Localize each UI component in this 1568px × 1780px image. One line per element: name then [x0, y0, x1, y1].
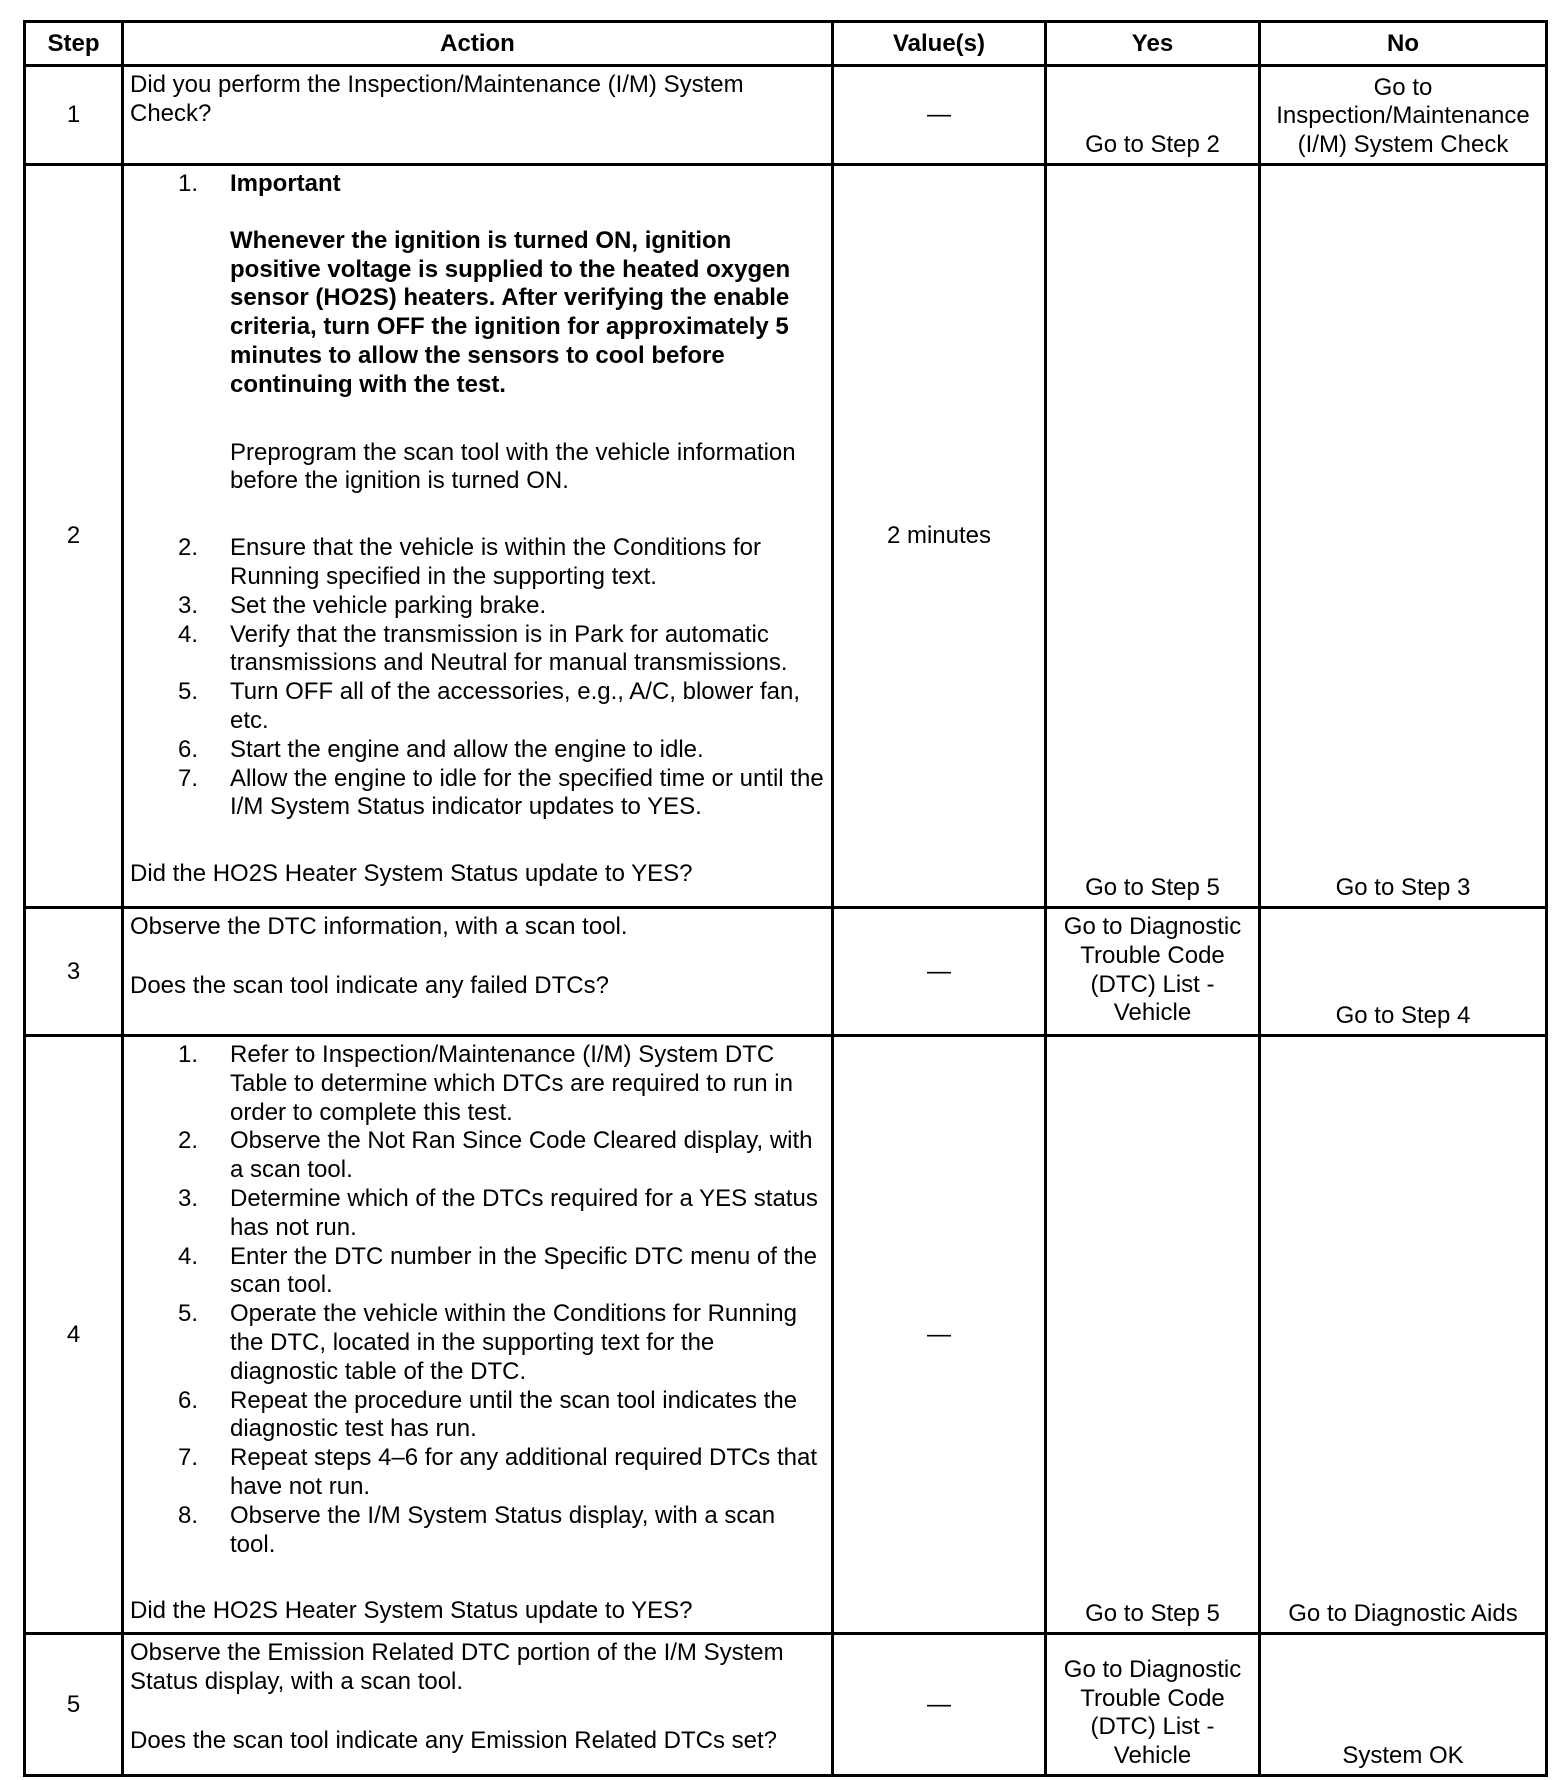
- item-number: 4.: [178, 620, 199, 648]
- item-number: 7.: [178, 1444, 199, 1472]
- header-action: Action: [123, 22, 833, 66]
- item-text: Set the vehicle parking brake.: [230, 591, 547, 619]
- item-number: 1.: [178, 170, 199, 197]
- header-row: [25, 22, 1547, 66]
- table-row-step-4: [25, 1036, 1547, 1634]
- action-cell: [123, 1036, 833, 1634]
- question-text: Does the scan tool indicate any failed DTCs?: [130, 971, 609, 999]
- table-row-step-3: [25, 908, 1547, 1036]
- list-item: [130, 1127, 825, 1185]
- important-title: Important: [230, 170, 341, 197]
- header-yes: Yes: [1046, 22, 1260, 66]
- step-number: 4: [25, 1036, 123, 1634]
- no-link[interactable]: System OK: [1260, 1634, 1547, 1776]
- item-text: Repeat the procedure until the scan tool indicates the diagnostic test has run.: [230, 1386, 798, 1443]
- item-number: 7.: [178, 764, 199, 792]
- value-cell: —: [833, 66, 1046, 165]
- list-item: [130, 621, 825, 679]
- item-text: Start the engine and allow the engine to idle.: [230, 735, 704, 763]
- diagnostic-table: [23, 20, 1548, 1777]
- item-text: Observe the Not Ran Since Code Cleared display, with a scan tool.: [230, 1127, 813, 1184]
- item-text: Determine which of the DTCs required for a YES status has not run.: [230, 1184, 818, 1241]
- yes-link[interactable]: Go to Diagnostic Trouble Code (DTC) List - Vehicle: [1046, 1634, 1260, 1776]
- item-text: Repeat steps 4–6 for any additional required DTCs that have not run.: [230, 1444, 818, 1500]
- step-number: 2: [25, 165, 123, 908]
- no-link[interactable]: Go to Step 3: [1260, 165, 1547, 908]
- item-number: 4.: [178, 1242, 199, 1270]
- item-number: 6.: [178, 1386, 199, 1414]
- item-number: 2.: [178, 534, 199, 562]
- item-number: 8.: [178, 1501, 199, 1529]
- table-row-step-2: [25, 165, 1547, 908]
- item-number: 6.: [178, 735, 199, 763]
- list-item: [130, 1502, 825, 1560]
- value-cell: —: [833, 908, 1046, 1036]
- yes-link[interactable]: Go to Step 5: [1046, 165, 1260, 908]
- value-cell: —: [833, 1634, 1046, 1776]
- yes-link[interactable]: Go to Diagnostic Trouble Code (DTC) List - Vehicle: [1046, 908, 1260, 1036]
- value-cell: —: [833, 1036, 1046, 1634]
- list-item: [130, 736, 825, 765]
- header-step: Step: [25, 22, 123, 66]
- question-text: Does the scan tool indicate any Emission Related DTCs set?: [130, 1726, 777, 1754]
- action-text: Observe the DTC information, with a scan tool.: [130, 913, 628, 940]
- item-text: Observe the I/M System Status display, with a scan tool.: [230, 1501, 776, 1558]
- action-text: Did you perform the Inspection/Maintenance (I/M) System Check?: [123, 66, 833, 165]
- list-item: [130, 765, 825, 823]
- yes-link[interactable]: Go to Step 2: [1046, 66, 1260, 165]
- step-number: 5: [25, 1634, 123, 1776]
- list-item: [130, 1041, 825, 1127]
- item-number: 5.: [178, 678, 199, 706]
- list-item: [130, 1387, 825, 1445]
- list-item: [130, 170, 825, 496]
- table-row-step-1: [25, 66, 1547, 165]
- list-item: [130, 1300, 825, 1386]
- list-item: [130, 678, 825, 736]
- action-cell: [123, 165, 833, 908]
- step-number: 3: [25, 908, 123, 1036]
- list-item: [130, 1444, 825, 1502]
- header-no: No: [1260, 22, 1547, 66]
- action-cell: [123, 908, 833, 1036]
- item-number: 3.: [178, 1184, 199, 1212]
- item-number: 3.: [178, 591, 199, 619]
- item-number: 2.: [178, 1127, 199, 1155]
- step-list: [130, 170, 825, 822]
- step-list: [130, 1041, 825, 1559]
- important-note: Whenever the ignition is turned ON, ignition positive voltage is supplied to the heated oxygen sensor (HO2S) heaters. After verifying the enable criteria, turn OFF the ignition for approximately 5 minutes to allow the sensors to cool before continuing with the test.: [230, 226, 791, 398]
- step-number: 1: [25, 66, 123, 165]
- question-text: Did the HO2S Heater System Status update to YES?: [130, 860, 693, 888]
- item-text: Enter the DTC number in the Specific DTC menu of the scan tool.: [230, 1242, 817, 1299]
- no-link[interactable]: Go to Step 4: [1260, 908, 1547, 1036]
- item-text: Verify that the transmission is in Park for automatic transmissions and Neutral for manual transmissions.: [230, 620, 788, 677]
- list-item: [130, 592, 825, 621]
- item-number: 5.: [178, 1300, 199, 1328]
- no-link[interactable]: Go to Diagnostic Aids: [1260, 1036, 1547, 1634]
- item-text: Allow the engine to idle for the specified time or until the I/M System Status indicator updates to YES.: [230, 764, 824, 821]
- no-link[interactable]: Go to Inspection/Maintenance (I/M) System Check: [1260, 66, 1547, 165]
- item-text: Preprogram the scan tool with the vehicle information before the ignition is turned ON.: [230, 438, 796, 495]
- item-number: 1.: [178, 1041, 199, 1068]
- item-text: Ensure that the vehicle is within the Conditions for Running specified in the supporting text.: [230, 534, 761, 590]
- item-text: Operate the vehicle within the Conditions for Running the DTC, located in the supporting text for the diagnostic table of the DTC.: [230, 1300, 797, 1385]
- action-cell: [123, 1634, 833, 1776]
- table-row-step-5: [25, 1634, 1547, 1776]
- item-text: Turn OFF all of the accessories, e.g., A/C, blower fan, etc.: [230, 678, 801, 734]
- list-item: [130, 1243, 825, 1301]
- value-cell: 2 minutes: [833, 165, 1046, 908]
- item-text: Refer to Inspection/Maintenance (I/M) System DTC Table to determine which DTCs are required to run in order to complete this test.: [230, 1041, 793, 1126]
- action-text: Observe the Emission Related DTC portion of the I/M System Status display, with a scan tool.: [130, 1639, 784, 1695]
- header-values: Value(s): [833, 22, 1046, 66]
- list-item: [130, 534, 825, 592]
- yes-link[interactable]: Go to Step 5: [1046, 1036, 1260, 1634]
- list-item: [130, 1185, 825, 1243]
- question-text: Did the HO2S Heater System Status update to YES?: [130, 1597, 693, 1625]
